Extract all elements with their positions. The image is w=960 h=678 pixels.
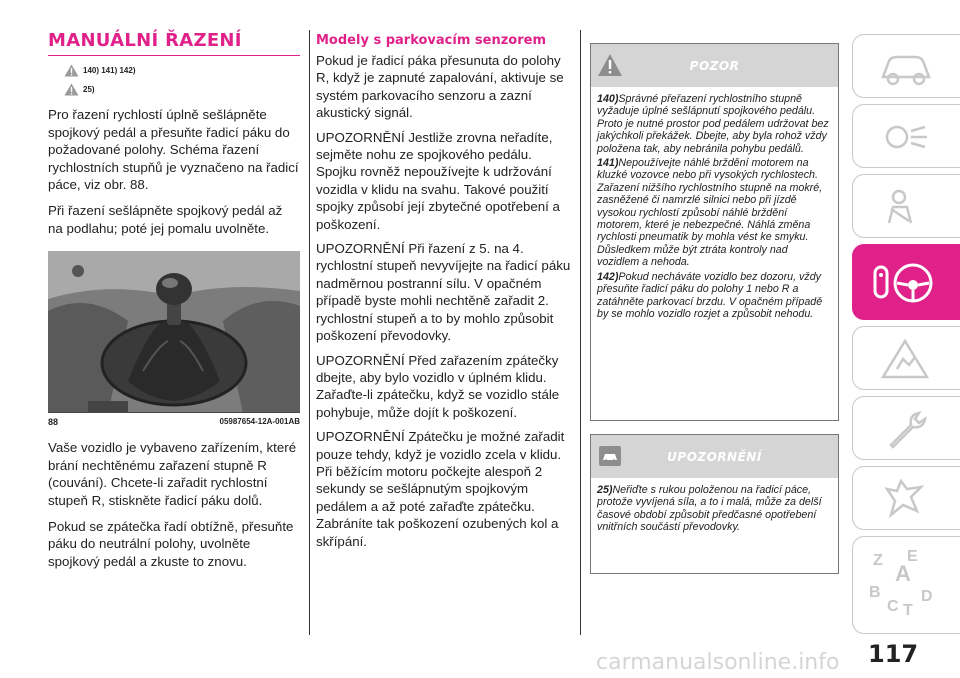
chapter-tab-technical[interactable] <box>852 466 960 530</box>
note-box <box>590 434 839 574</box>
chapter-tab-service[interactable] <box>852 396 960 460</box>
svg-text:B: B <box>869 584 881 601</box>
watermark: carmanualsonline.info <box>596 650 840 675</box>
note-label: UPOZORNĚNÍ <box>667 449 762 464</box>
figure-caption <box>48 417 300 427</box>
item-text: Nepoužívejte náhlé brždění motorem na kluzké vozovce nebo při vysokých rychlostech. Zařazení nižšího rychlostního stupně na mokré, zasněžené či namrzlé silnici nebo při jízdě vysokou rychlostí způsobí náhlé brždění motorem, které je nebezpečné. Náhlá změna rychlosti pneumatik by mohla vést ke smyku. Důsledkem může být ztráta kontroly nad vozidlem a nehoda. <box>597 157 823 269</box>
item-text: Správné přeřazení rychlostního stupně vyžaduje úplné sešlápnutí spojkového pedálu. Proto je nutné prostor pod pedálem udržovat bez jakýchkoli překážek. Dbejte, aby byla rohož vždy položena tak, aby nebránila pohybu pedálů. <box>597 93 829 155</box>
note-box-body <box>591 478 838 534</box>
item-text: Neřiďte s rukou položenou na řadicí páce, protože vyvíjená síla, a to i malá, může za delší časové období způsobit předčasné opotřebení vnitřních součástí převodovky. <box>597 484 822 534</box>
warning-box <box>590 43 839 421</box>
service-chapter-icon <box>875 405 935 455</box>
item-number: 142) <box>597 270 619 283</box>
paragraph: Vaše vozidlo je vybaveno zařízením, které brání nechtěnému zařazení stupně R (couvání). Chcete-li zařadit rychlostní stupeň R, stiskněte řadicí páku dolů. <box>48 440 297 508</box>
safety-chapter-icon <box>875 183 935 233</box>
chapter-tabs <box>852 34 960 634</box>
warning-refs-2 <box>48 83 300 96</box>
warning-label: POZOR <box>689 58 740 73</box>
technical-chapter-icon <box>875 475 935 525</box>
lights-chapter-icon <box>875 113 935 163</box>
chapter-tab-safety[interactable] <box>852 174 960 238</box>
paragraph: Při řazení sešlápněte spojkový pedál až na podlahu; poté jej pomalu uvolněte. <box>48 202 283 236</box>
car-note-icon <box>597 444 623 468</box>
paragraph: Pro řazení rychlostí úplně sešlápněte spojkový pedál a přesuňte řadicí páku do požadované polohy. Schéma řazení rychlostních stupňů je vyznačeno na řadicí páce, viz obr. 88. <box>48 107 299 193</box>
item-number: 141) <box>597 157 619 170</box>
item-text: Pokud necháváte vozidlo bez dozoru, vždy přesuňte řadicí páku do polohy 1 nebo R a zatáhněte parkovací brzdu. V opačném případě by se mohlo vozidlo rozjet a způsobit nehodu. <box>597 270 823 320</box>
left-column <box>48 30 300 570</box>
svg-text:C: C <box>887 598 899 615</box>
emergency-chapter-icon <box>875 335 935 385</box>
warning-refs-1 <box>48 64 300 77</box>
chapter-tab-index[interactable] <box>852 536 960 634</box>
subsection-heading: Modely s parkovacím senzorem <box>316 33 546 48</box>
ref-list-1: 140) 141) 142) <box>83 66 136 75</box>
column-divider <box>309 30 310 635</box>
note-box-header <box>591 435 838 478</box>
ref-list-2: 25) <box>83 85 95 94</box>
chapter-tab-starting-driving[interactable] <box>852 244 960 320</box>
item-number: 140) <box>597 93 619 105</box>
warning-triangle-icon <box>64 64 79 77</box>
paragraph: Pokud je řadicí páka přesunuta do polohy R, když je zapnuté zapalování, aktivuje se systém parkovacího senzoru a zazní akustický signál. <box>316 53 564 121</box>
figure-number: 88 <box>48 417 59 428</box>
key-steering-chapter-icon <box>871 255 941 311</box>
section-title: MANUÁLNÍ ŘAZENÍ <box>48 30 300 56</box>
index-chapter-icon <box>867 545 937 625</box>
svg-text:E: E <box>907 548 918 565</box>
item-number: 25) <box>597 484 613 496</box>
chapter-tab-emergency[interactable] <box>852 326 960 390</box>
paragraph: UPOZORNĚNÍ Před zařazením zpátečky dbejte, aby bylo vozidlo v úplném klidu. Zařaďte-li zpátečku, když se vozidlo stále pohybuje, může dojít k poškození. <box>316 352 560 420</box>
gearshift-photo <box>48 251 300 413</box>
warning-triangle-icon <box>64 83 79 96</box>
warning-triangle-icon <box>597 53 623 77</box>
gearshift-illustration <box>48 251 300 413</box>
figure-code: 05987654-12A-001AB <box>219 417 300 427</box>
warning-item <box>597 157 832 269</box>
svg-text:A: A <box>895 561 911 586</box>
chapter-tab-car[interactable] <box>852 34 960 98</box>
warning-item <box>597 271 832 321</box>
car-chapter-icon <box>875 43 935 93</box>
svg-text:Z: Z <box>873 552 883 569</box>
svg-text:D: D <box>921 588 933 605</box>
paragraph: UPOZORNĚNÍ Jestliže zrovna neřadíte, sejměte nohu ze spojkového pedálu. Spojku rovněž nepoužívejte k udržování vozidla v klidu na svahu. Takové použití spojky způsobí její zbytečné opotřebení a poškození. <box>316 129 560 232</box>
warning-item <box>597 93 832 155</box>
paragraph: Pokud se zpátečka řadí obtížně, přesuňte páku do neutrální polohy, uvolněte spojkový pedál a zkuste to znovu. <box>48 518 294 569</box>
page-number: 117 <box>868 640 919 668</box>
chapter-tab-lights[interactable] <box>852 104 960 168</box>
note-item <box>597 484 832 534</box>
paragraph: UPOZORNĚNÍ Zpátečku je možné zařadit pouze tehdy, když je vozidlo zcela v klidu. Při běžícím motoru počkejte alespoň 2 sekundy se sešlápnutým spojkovým pedálem a až poté zařaďte zpátečku. Zabráníte tak poškození ozubených kol a skřípání. <box>316 429 565 549</box>
svg-text:T: T <box>903 602 913 619</box>
middle-column <box>316 33 574 550</box>
warning-box-header <box>591 44 838 87</box>
warning-box-body <box>591 87 838 320</box>
paragraph: UPOZORNĚNÍ Při řazení z 5. na 4. rychlostní stupeň nevyvíjejte na řadicí páku nadměrnou postranní sílu. V opačném případě byste mohli nechtěně zařadit 2. rychlostní stupeň a to by mohlo způsobit poškození převodovky. <box>316 241 571 344</box>
column-divider <box>580 30 581 635</box>
